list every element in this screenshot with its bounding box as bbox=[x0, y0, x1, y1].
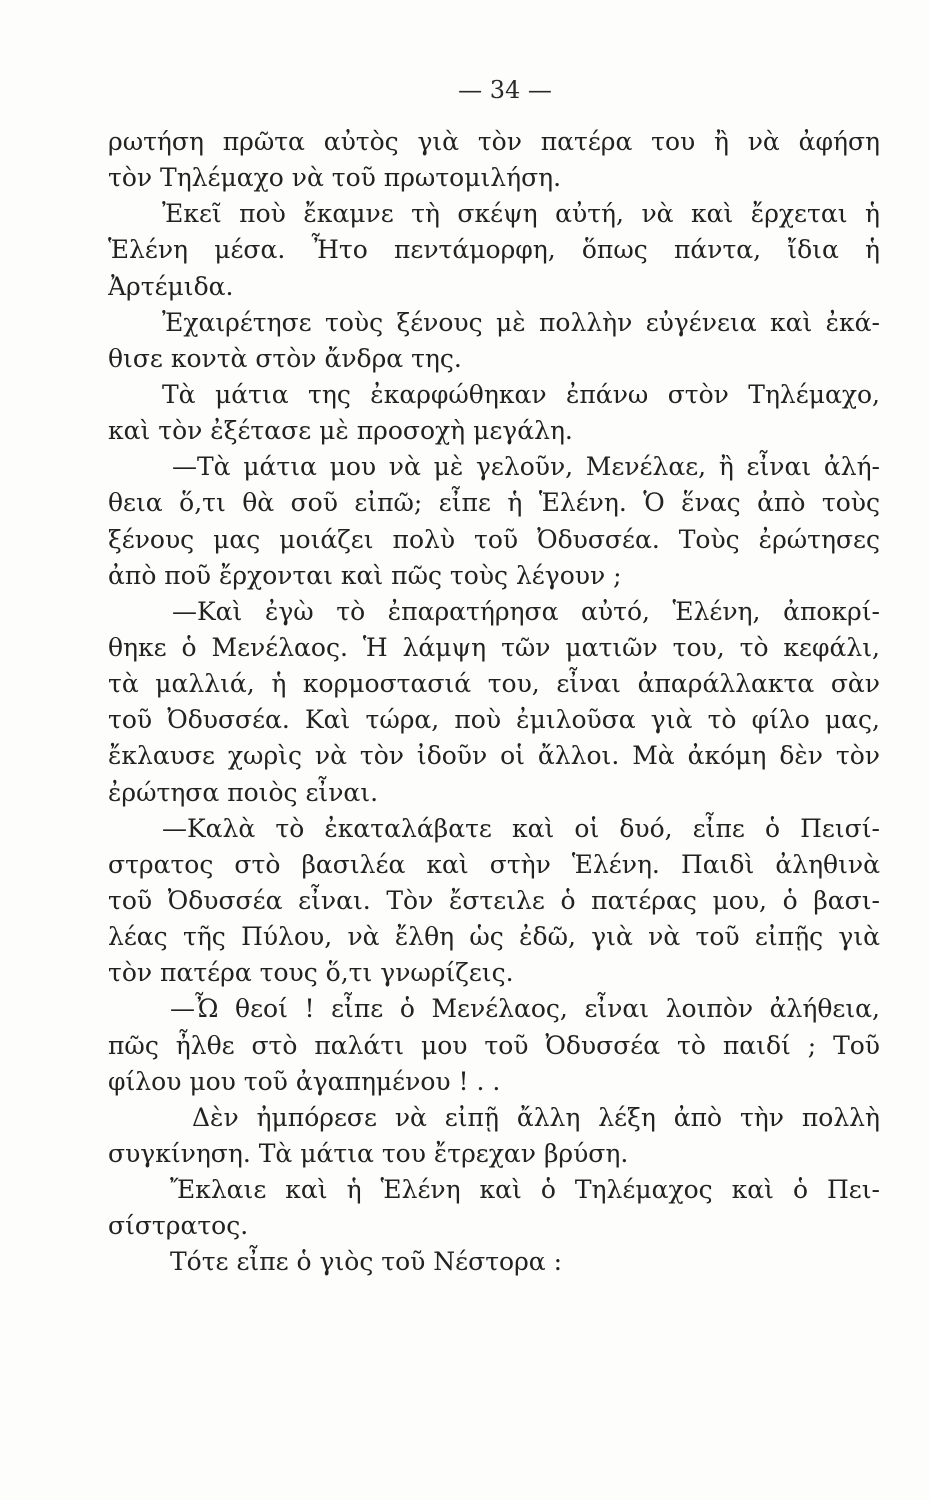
text-line: —Τὰ μάτια μου νὰ μὲ γελοῦν, Μενέλαε, ἢ εἶναι ἀλή- bbox=[172, 452, 880, 482]
text-line: θεια ὅ,τι θὰ σοῦ εἰπῶ; εἶπε ἡ Ἑλένη. Ὁ ἕνας ἀπὸ τοὺς bbox=[108, 488, 880, 518]
text-line: —Καλὰ τὸ ἐκαταλάβατε καὶ οἱ δυό, εἶπε ὁ Πεισί- bbox=[162, 813, 880, 843]
text-line: θισε κοντὰ στὸν ἄνδρα της. bbox=[108, 343, 462, 373]
text-line: τοῦ Ὀδυσσέα. Καὶ τώρα, ποὺ ἐμιλοῦσα γιὰ τὸ φίλο μας, bbox=[108, 705, 880, 735]
text-line: Ἔκλαιε καὶ ἡ Ἑλένη καὶ ὁ Τηλέμαχος καὶ ὁ Πει- bbox=[170, 1175, 880, 1205]
body-text bbox=[108, 124, 880, 1281]
text-line: λέας τῆς Πύλου, νὰ ἔλθη ὡς ἐδῶ, γιὰ νὰ τοῦ εἰπῇς γιὰ bbox=[108, 922, 880, 952]
text-line: θηκε ὁ Μενέλαος. Ἡ λάμψη τῶν ματιῶν του, τὸ κεφάλι, bbox=[108, 632, 880, 662]
text-line: στρατος στὸ βασιλέα καὶ στὴν Ἑλένη. Παιδὶ ἀληθινὰ bbox=[108, 849, 880, 879]
text-line: —Ὦ θεοί ! εἶπε ὁ Μενέλαος, εἶναι λοιπὸν ἀλήθεια, bbox=[170, 994, 880, 1024]
text-line: καὶ τὸν ἐξέτασε μὲ προσοχὴ μεγάλη. bbox=[108, 416, 573, 446]
text-line: Ἀρτέμιδα. bbox=[108, 271, 234, 301]
text-line: σίστρατος. bbox=[108, 1211, 249, 1241]
text-line: φίλου μου τοῦ ἀγαπημένου ! . . bbox=[108, 1066, 501, 1096]
text-line: πῶς ἦλθε στὸ παλάτι μου τοῦ Ὀδυσσέα τὸ παιδί ; Τοῦ bbox=[108, 1030, 880, 1060]
text-line: Τὰ μάτια της ἐκαρφώθηκαν ἐπάνω στὸν Τηλέμαχο, bbox=[162, 379, 880, 409]
text-line: Ἐχαιρέτησε τοὺς ξένους μὲ πολλὴν εὐγένεια καὶ ἐκά- bbox=[162, 307, 880, 337]
text-line: Τότε εἶπε ὁ γιὸς τοῦ Νέστορα : bbox=[170, 1247, 563, 1277]
text-line: τὸν Τηλέμαχο νὰ τοῦ πρωτομιλήση. bbox=[108, 163, 562, 193]
text-line: συγκίνηση. Τὰ μάτια του ἔτρεχαν βρύση. bbox=[108, 1138, 629, 1168]
text-line: τοῦ Ὀδυσσέα εἶναι. Τὸν ἔστειλε ὁ πατέρας μου, ὁ βασι- bbox=[108, 885, 880, 915]
text-line: ρωτήση πρῶτα αὐτὸς γιὰ τὸν πατέρα του ἢ νὰ ἀφήση bbox=[108, 127, 880, 156]
text-line: τὸν πατέρα τους ὅ,τι γνωρίζεις. bbox=[108, 958, 514, 988]
text-line: Δὲν ἠμπόρεσε νὰ εἰπῇ ἄλλη λέξη ἀπὸ τὴν πολλὴ bbox=[192, 1102, 880, 1132]
page-number: — 34 — bbox=[458, 76, 552, 104]
text-line: —Καὶ ἐγὼ τὸ ἐπαρατήρησα αὐτό, Ἑλένη, ἀποκρί- bbox=[172, 596, 880, 626]
text-line: ἀπὸ ποῦ ἔρχονται καὶ πῶς τοὺς λέγουν ; bbox=[108, 560, 622, 590]
text-line: ἐρώτησα ποιὸς εἶναι. bbox=[108, 777, 379, 807]
text-line: τὰ μαλλιά, ἡ κορμοστασιά του, εἶναι ἀπαράλλακτα σὰν bbox=[108, 669, 880, 699]
text-line: Ἐκεῖ ποὺ ἔκαμνε τὴ σκέψη αὐτή, νὰ καὶ ἔρχεται ἡ bbox=[162, 199, 880, 229]
text-line: Ἑλένη μέσα. Ἦτο πεντάμορφη, ὅπως πάντα, ἴδια ἡ bbox=[108, 235, 880, 265]
text-line: ἔκλαυσε χωρὶς νὰ τὸν ἰδοῦν οἱ ἄλλοι. Μὰ ἀκόμη δὲν τὸν bbox=[108, 741, 880, 771]
text-line: ξένους μας μοιάζει πολὺ τοῦ Ὀδυσσέα. Τοὺς ἐρώτησες bbox=[108, 524, 880, 554]
